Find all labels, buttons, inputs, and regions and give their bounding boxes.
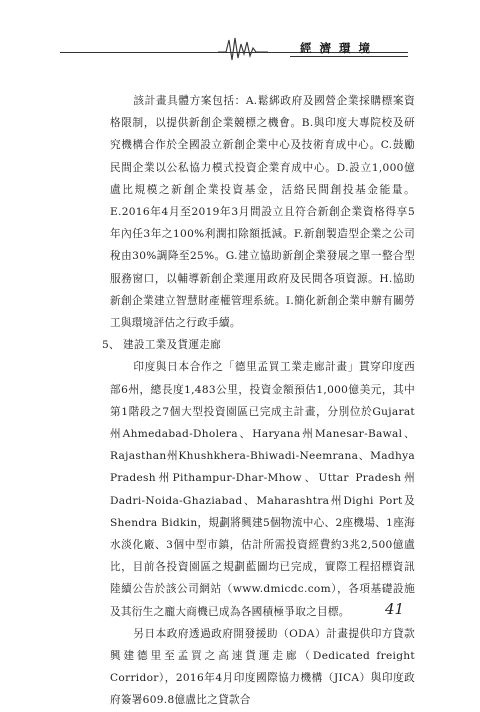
section-5-heading <box>102 334 415 356</box>
paragraph-3: 另日本政府透過政府開發援助（ODA）計畫提供印方貸款興建德里至孟買之高速貨運走廊（Dedicated freight Corridor），2016年4月印度國際協力機構（JICA）與印度政府簽署609.8億盧比之貸款合 <box>110 627 415 707</box>
paragraph-2: 印度與日本合作之「德里孟買工業走廊計畫」貫穿印度西部6州，總長度1,483公里，投資金額預估1,000億美元，其中第1階段之7個大型投資園區已完成主計畫，分別位於Gujarat州Ahmedabad-Dholera、Haryana州Manesar-Bawal、Rajasthan州Khushkhera-Bhiwadi-Neemrana、Madhya Pradesh州Pithampur-Dhar-Mhow、Uttar Pradesh州Dadri-Noida-Ghaziabad、Maharashtra州Dighi Port及Shendra Bidkin，規劃將興建5個物流中心、2座機場、1座海水淡化廠、3個中型市鎮，估計所需投資經費約3兆2,500億盧比，目前各投資園區之規劃藍圖均已完成，實際工程招標資訊陸續公告於該公司網站（www.dmicdc.com），各項基礎設施及其衍生之龐大商機已成為各國積極爭取之目標。 <box>110 361 415 618</box>
header-title: 經濟環境 <box>300 41 378 55</box>
section-title: 建設工業及貨運走廊 <box>123 339 222 352</box>
section-number: 5、 <box>102 339 120 352</box>
paragraph-1: 該計畫具體方案包括：A.鬆綁政府及國營企業採購標案資格限制，以提供新創企業競標之機會。B.與印度大專院校及研究機構合作於全國設立新創企業中心及技術育成中心。C.鼓勵民間企業以公私協力模式投資企業育成中心。D.設立1,000億盧比規模之新創企業投資基金，活絡民間創投基金能量。E.2016年4月至2019年3月間設立且符合新創企業資格得享5年內任3年之100%利潤扣除額抵減。F.新創製造型企業之公司稅由30%調降至25%。G.建立協助新創企業發展之單一整合型服務窗口，以輔導新創企業運用政府及民間各項資源。H.協助新創企業建立智慧財產權管理系統。I.簡化新創企業申辦有關勞工與環境評估之行政手續。 <box>110 95 415 330</box>
body-text <box>102 90 415 712</box>
heartbeat-wave-icon <box>218 34 268 62</box>
page-number: 41 <box>385 600 405 618</box>
header-rule-secondary <box>290 56 408 57</box>
